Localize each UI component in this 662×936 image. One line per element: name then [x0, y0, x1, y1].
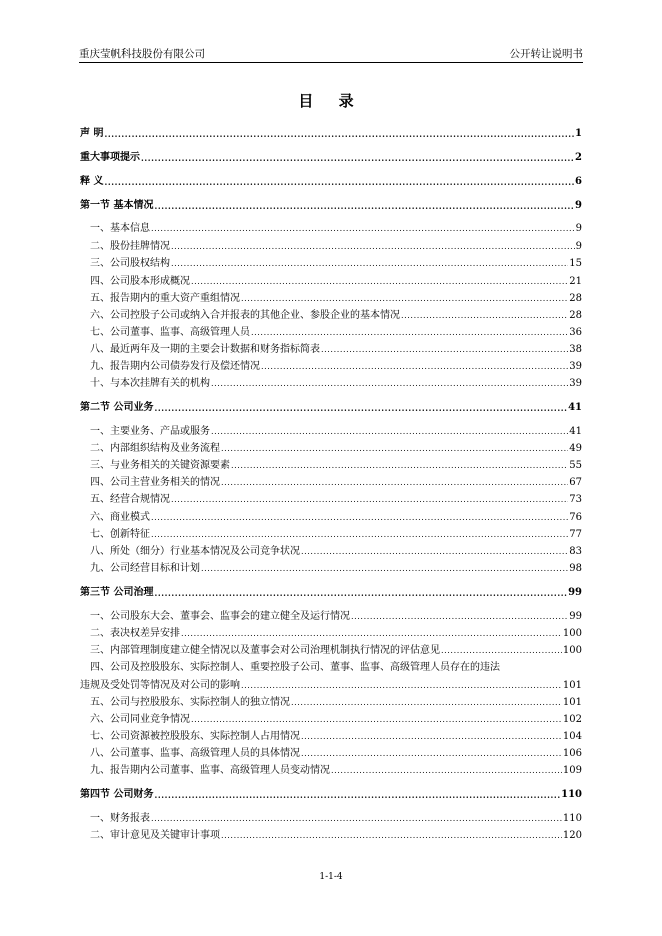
toc-entry[interactable]: 三、与业务相关的关键资源要素 ..... 55 — [80, 456, 582, 472]
toc-entry[interactable]: 四、公司股本形成概况 ..... 21 — [80, 272, 582, 288]
toc-entry-section-3[interactable]: 第三节 公司治理 ..... 99 — [80, 583, 582, 599]
toc-entry[interactable]: 三、公司股权结构 ..... 15 — [80, 254, 582, 270]
toc-entry[interactable]: 七、创新特征 ..... 77 — [80, 525, 582, 541]
toc-entry-section-4[interactable]: 第四节 公司财务 ..... 110 — [80, 785, 582, 801]
toc-entry-definitions[interactable]: 释 义 ..... 6 — [80, 172, 582, 188]
toc-entry[interactable]: 六、公司控股子公司或纳入合并报表的其他企业、参股企业的基本情况 ..... 28 — [80, 306, 582, 322]
toc-entry-section-2[interactable]: 第二节 公司业务 ..... 41 — [80, 398, 582, 414]
toc-entry[interactable]: 八、最近两年及一期的主要会计数据和财务指标简表 ..... 38 — [80, 340, 582, 356]
toc-entry[interactable]: 五、经营合规情况 ..... 73 — [80, 490, 582, 506]
toc-entry[interactable]: 五、报告期内的重大资产重组情况 ..... 28 — [80, 289, 582, 305]
page-title: 目 录 — [298, 92, 364, 110]
toc-entry[interactable]: 三、内部管理制度建立健全情况以及董事会对公司治理机制执行情况的评估意见 ..... 100 — [80, 641, 582, 657]
page-number: 1-1-4 — [319, 872, 343, 882]
toc-entry[interactable]: 一、财务报表 ..... 110 — [80, 809, 582, 825]
toc-entry[interactable]: 九、报告期内公司董事、监事、高级管理人员变动情况 ..... 109 — [80, 761, 582, 777]
toc-entry[interactable]: 二、审计意见及关键审计事项 ..... 120 — [80, 826, 582, 842]
toc-entry[interactable]: 十、与本次挂牌有关的机构 ..... 39 — [80, 374, 582, 390]
toc-entry[interactable]: 一、公司股东大会、董事会、监事会的建立健全及运行情况 ..... 99 — [80, 607, 582, 623]
toc-entry-statement[interactable]: 声 明 ..... 1 — [80, 124, 582, 140]
toc-entry[interactable]: 六、商业模式 ..... 76 — [80, 508, 582, 524]
toc-entry[interactable]: 二、股份挂牌情况 ..... 9 — [80, 237, 582, 253]
page-header — [79, 46, 583, 63]
toc-entry[interactable]: 六、公司同业竞争情况 ..... 102 — [80, 710, 582, 726]
toc-entry[interactable]: 八、所处（细分）行业基本情况及公司竞争状况 ..... 83 — [80, 542, 582, 558]
toc-entry[interactable]: 七、公司董事、监事、高级管理人员 ..... 36 — [80, 323, 582, 339]
header-company-name: 重庆莹帆科技股份有限公司 — [79, 48, 205, 60]
toc-entry-section-1[interactable]: 第一节 基本情况 ..... 9 — [80, 196, 582, 212]
toc-entry[interactable]: 一、基本信息 ..... 9 — [80, 219, 582, 235]
toc-entry[interactable]: 四、公司主营业务相关的情况 ..... 67 — [80, 473, 582, 489]
header-document-type: 公开转让说明书 — [509, 48, 583, 60]
toc-entry[interactable]: 一、主要业务、产品或服务 ..... 41 — [80, 422, 582, 438]
toc-entry-continuation[interactable]: 违规及受处罚等情况及对公司的影响 ..... 101 — [80, 676, 582, 692]
toc-entry[interactable]: 七、公司资源被控股股东、实际控制人占用情况 ..... 104 — [80, 727, 582, 743]
toc-entry[interactable]: 四、公司及控股股东、实际控制人、重要控股子公司、董事、监事、高级管理人员存在的违法 — [90, 662, 500, 673]
toc-entry[interactable]: 九、公司经营目标和计划 ..... 98 — [80, 559, 582, 575]
toc-entry[interactable]: 五、公司与控股股东、实际控制人的独立情况 ..... 101 — [80, 693, 582, 709]
toc-entry[interactable]: 八、公司董事、监事、高级管理人员的具体情况 ..... 106 — [80, 744, 582, 760]
toc-entry-major-matters[interactable]: 重大事项提示 ..... 2 — [80, 148, 582, 164]
toc-entry[interactable]: 二、表决权差异安排 ..... 100 — [80, 624, 582, 640]
toc-entry[interactable]: 九、报告期内公司债券发行及偿还情况 ..... 39 — [80, 357, 582, 373]
toc-entry[interactable]: 二、内部组织结构及业务流程 ..... 49 — [80, 439, 582, 455]
